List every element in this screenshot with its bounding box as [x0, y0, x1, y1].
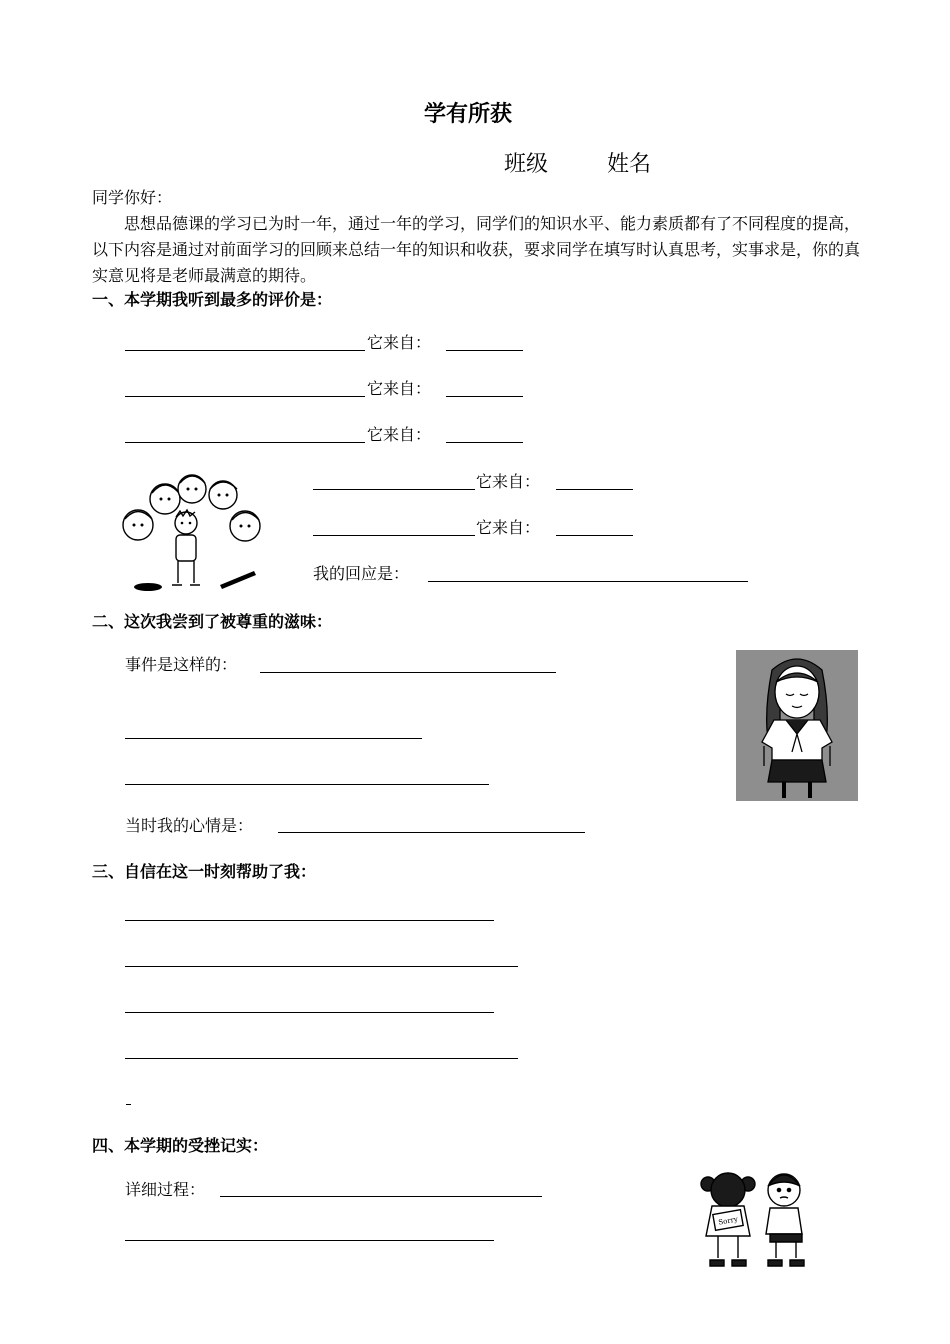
- from-line-5[interactable]: [556, 535, 633, 536]
- event-label: 事件是这样的：: [125, 655, 238, 674]
- confidence-line-2[interactable]: [125, 966, 518, 967]
- section2-heading: 二、这次我尝到了被尊重的滋味：: [92, 612, 333, 631]
- detail-line-1[interactable]: [220, 1196, 542, 1197]
- evaluation-line-2[interactable]: [125, 396, 365, 397]
- confidence-line-1[interactable]: [125, 920, 494, 921]
- apology-kids-illustration: [698, 1168, 816, 1274]
- from-line-1[interactable]: [446, 350, 523, 351]
- mood-line[interactable]: [278, 832, 585, 833]
- detail-line-2[interactable]: [125, 1240, 494, 1241]
- stray-mark: [126, 1104, 131, 1105]
- intro-paragraph: [92, 211, 860, 289]
- from-label-2: 它来自：: [367, 379, 432, 398]
- from-line-4[interactable]: [556, 489, 633, 490]
- section3-heading: 三、自信在这一时刻帮助了我：: [92, 862, 317, 881]
- event-line-2[interactable]: [125, 738, 422, 739]
- mood-label: 当时我的心情是：: [125, 816, 254, 835]
- response-label: 我的回应是：: [313, 564, 410, 583]
- confidence-line-4[interactable]: [125, 1058, 518, 1059]
- from-label-3: 它来自：: [367, 425, 432, 444]
- evaluation-line-4[interactable]: [313, 489, 475, 490]
- section4-heading: 四、本学期的受挫记实：: [92, 1136, 269, 1155]
- evaluation-line-3[interactable]: [125, 442, 365, 443]
- svg-text:Sorry: Sorry: [717, 1215, 739, 1227]
- section1-heading: 一、本学期我听到最多的评价是：: [92, 290, 333, 309]
- evaluation-line-5[interactable]: [313, 535, 475, 536]
- detail-label: 详细过程：: [125, 1180, 206, 1199]
- from-label-1: 它来自：: [367, 333, 432, 352]
- response-line[interactable]: [428, 581, 748, 582]
- greeting: 同学你好：: [92, 188, 173, 207]
- event-line-1[interactable]: [260, 672, 556, 673]
- page-title: 学有所获: [424, 101, 513, 127]
- from-line-3[interactable]: [446, 442, 523, 443]
- from-label-5: 它来自：: [476, 518, 541, 537]
- criticized-boy-illustration: [120, 473, 270, 595]
- from-line-2[interactable]: [446, 396, 523, 397]
- event-line-3[interactable]: [125, 784, 489, 785]
- from-label-4: 它来自：: [476, 472, 541, 491]
- name-label: 姓名: [607, 152, 652, 177]
- intro-text: 思想品德课的学习已为时一年，通过一年的学习，同学们的知识水平、能力素质都有了不同程度的提高，以下内容是通过对前面学习的回顾来总结一年的知识和收获，要求同学在填写时认真思考，实事求是，你的真实意见将是老师最满意的期待。: [92, 214, 861, 285]
- girl-illustration: [736, 650, 858, 801]
- confidence-line-3[interactable]: [125, 1012, 494, 1013]
- class-label: 班级: [504, 152, 549, 177]
- evaluation-line-1[interactable]: [125, 350, 365, 351]
